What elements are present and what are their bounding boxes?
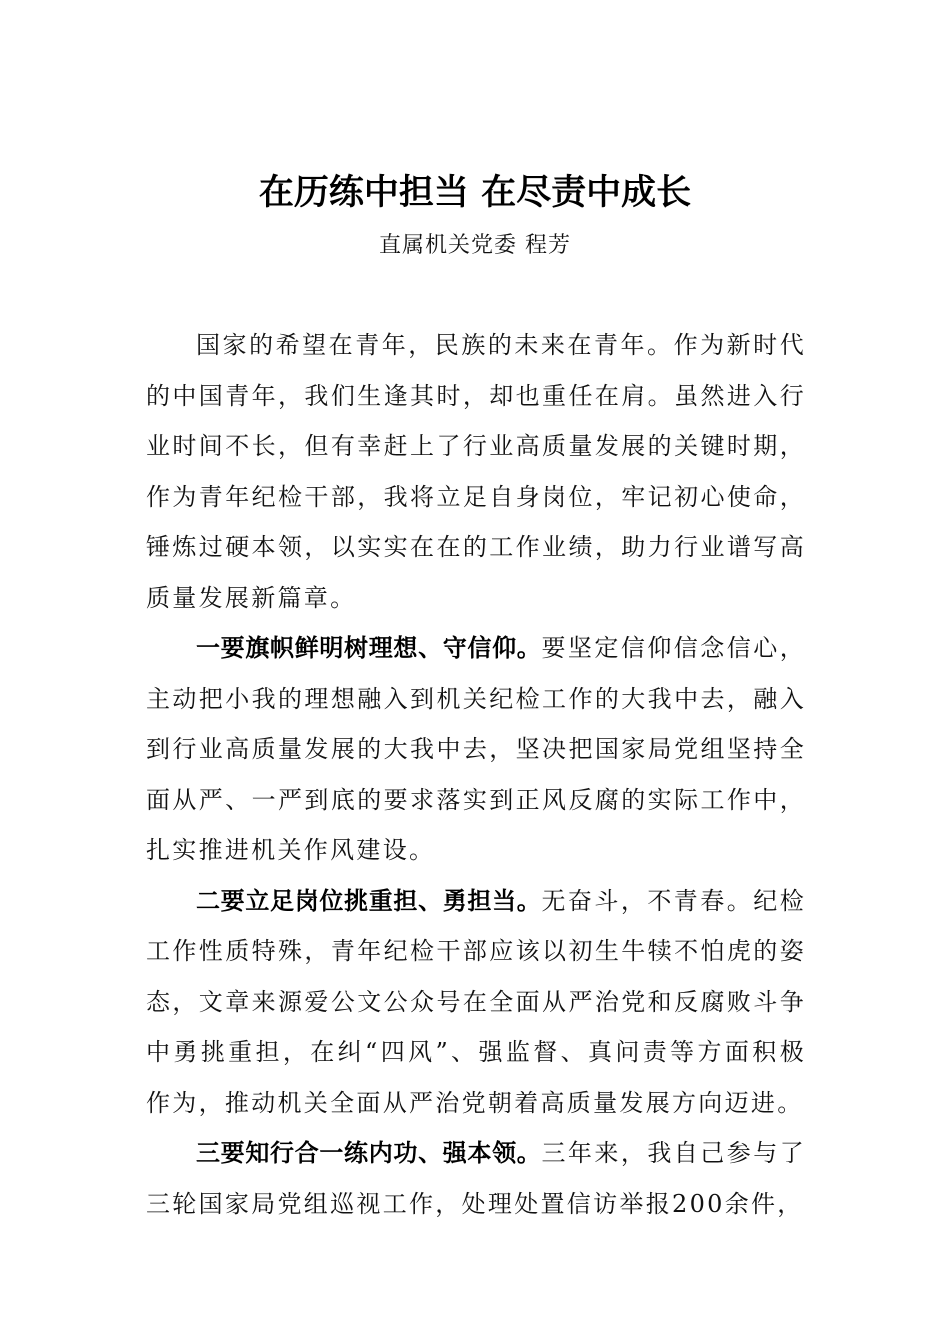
paragraph-text: 三年来，我自己参与了三轮国家局党组巡视工作，处理处置信访举报200余件， — [146, 1139, 807, 1218]
paragraph — [146, 1128, 806, 1229]
paragraph — [146, 320, 806, 623]
paragraph — [146, 623, 806, 876]
paragraph — [146, 876, 806, 1129]
document-byline: 直属机关党委 程芳 — [379, 233, 571, 258]
paragraph-lead: 二要立足岗位挑重担、勇担当。 — [196, 886, 542, 915]
paragraph-text: 要坚定信仰信念信心，主动把小我的理想融入到机关纪检工作的大我中去，融入到行业高质量发展的大我中去，坚决把国家局党组坚持全面从严、一严到底的要求落实到正风反腐的实际工作中，扎实推进机关作风建设。 — [146, 634, 807, 864]
document-title: 在历练中担当 在尽责中成长 — [258, 173, 692, 213]
paragraph-lead: 三要知行合一练内功、强本领。 — [196, 1139, 542, 1167]
paragraph-lead: 一要旗帜鲜明树理想、守信仰。 — [196, 634, 542, 662]
paragraph-text: 无奋斗，不青春。纪检工作性质特殊，青年纪检干部应该以初生牛犊不怕虎的姿态，文章来源爱公文公众号在全面从严治党和反腐败斗争中勇挑重担，在纠“四风”、强监督、真问责等方面积极作为，推动机关全面从严治党朝着高质量发展方向迈进。 — [146, 886, 807, 1117]
paragraph-text: 国家的希望在青年，民族的未来在青年。作为新时代的中国青年，我们生逢其时，却也重任在肩。虽然进入行业时间不长，但有幸赶上了行业高质量发展的关键时期，作为青年纪检干部，我将立足自身岗位，牢记初心使命，锤炼过硬本领，以实实在在的工作业绩，助力行业谱写高质量发展新篇章。 — [146, 331, 806, 612]
document-body — [146, 320, 806, 1229]
